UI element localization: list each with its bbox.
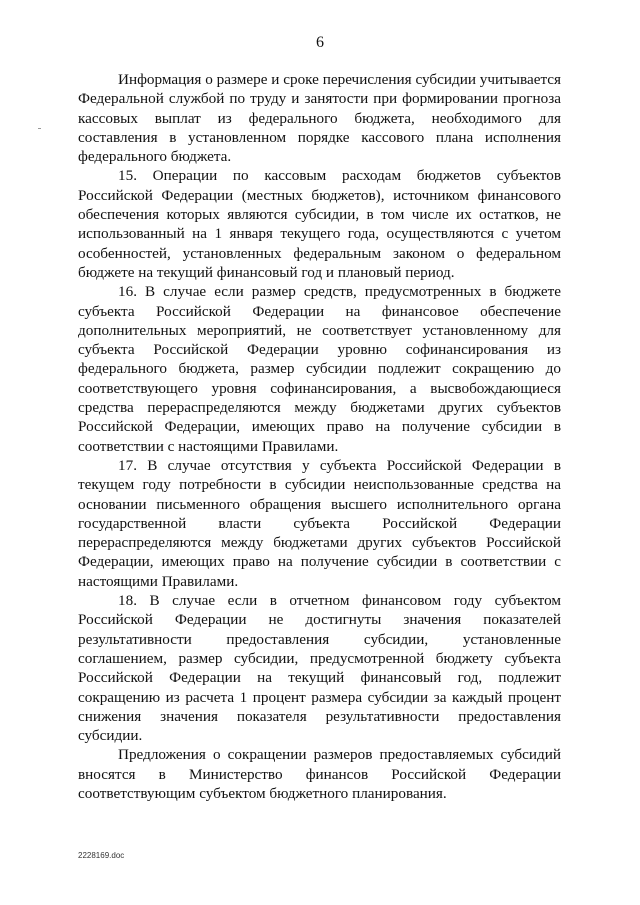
document-filename: 2228169.doc bbox=[78, 851, 125, 860]
document-body bbox=[78, 70, 561, 803]
margin-mark bbox=[38, 128, 41, 129]
paragraph-intro: Информация о размере и сроке перечисления субсидии учитывается Федеральной службой по труду и занятости при формировании прогноза кассовых выплат из федерального бюджета, необходимого для составления в установленном порядке кассового плана исполнения федерального бюджета. bbox=[78, 71, 561, 166]
paragraph-proposals: Предложения о сокращении размеров предоставляемых субсидий вносятся в Министерство финансов Российской Федерации соответствующим субъектом бюджетного планирования. bbox=[78, 746, 561, 802]
paragraph-16: 16. В случае если размер средств, предусмотренных в бюджете субъекта Российской Федерации на финансовое обеспечение дополнительных мероприятий, не соответствует установленному для субъекта Российской Федерации уровню софинансирования из федерального бюджета, размер субсидии подлежит сокращению до соответствующего уровня софинансирования, а высвобождающиеся средства перераспределяются между бюджетами других субъектов Российской Федерации, имеющих право на получение субсидии в соответствии с настоящими Правилами. bbox=[78, 283, 561, 455]
paragraph-18: 18. В случае если в отчетном финансовом году субъектом Российской Федерации не достигнуты значения показателей результативности предоставления субсидии, установленные соглашением, размер субсидии, предусмотренной бюджету субъекта Российской Федерации на текущий финансовый год, подлежит сокращению из расчета 1 процент размера субсидии за каждый процент снижения значения показателя результативности предоставления субсидии. bbox=[78, 592, 561, 745]
page-number: 6 bbox=[316, 34, 324, 51]
paragraph-17: 17. В случае отсутствия у субъекта Российской Федерации в текущем году потребности в субсидии неиспользованные средства на основании письменного обращения высшего исполнительного органа государственной власти субъекта Российской Федерации перераспределяются между бюджетами других субъектов Российской Федерации, имеющих право на получение субсидии в соответствии с настоящими Правилами. bbox=[78, 456, 561, 590]
paragraph-15: 15. Операции по кассовым расходам бюджетов субъектов Российской Федерации (местных бюджетов), источником финансового обеспечения которых являются субсидии, в том числе их остатков, не использованный на 1 января текущего года, осуществляются с учетом особенностей, установленных федеральным законом о федеральном бюджете на текущий финансовый год и плановый период. bbox=[78, 167, 561, 281]
